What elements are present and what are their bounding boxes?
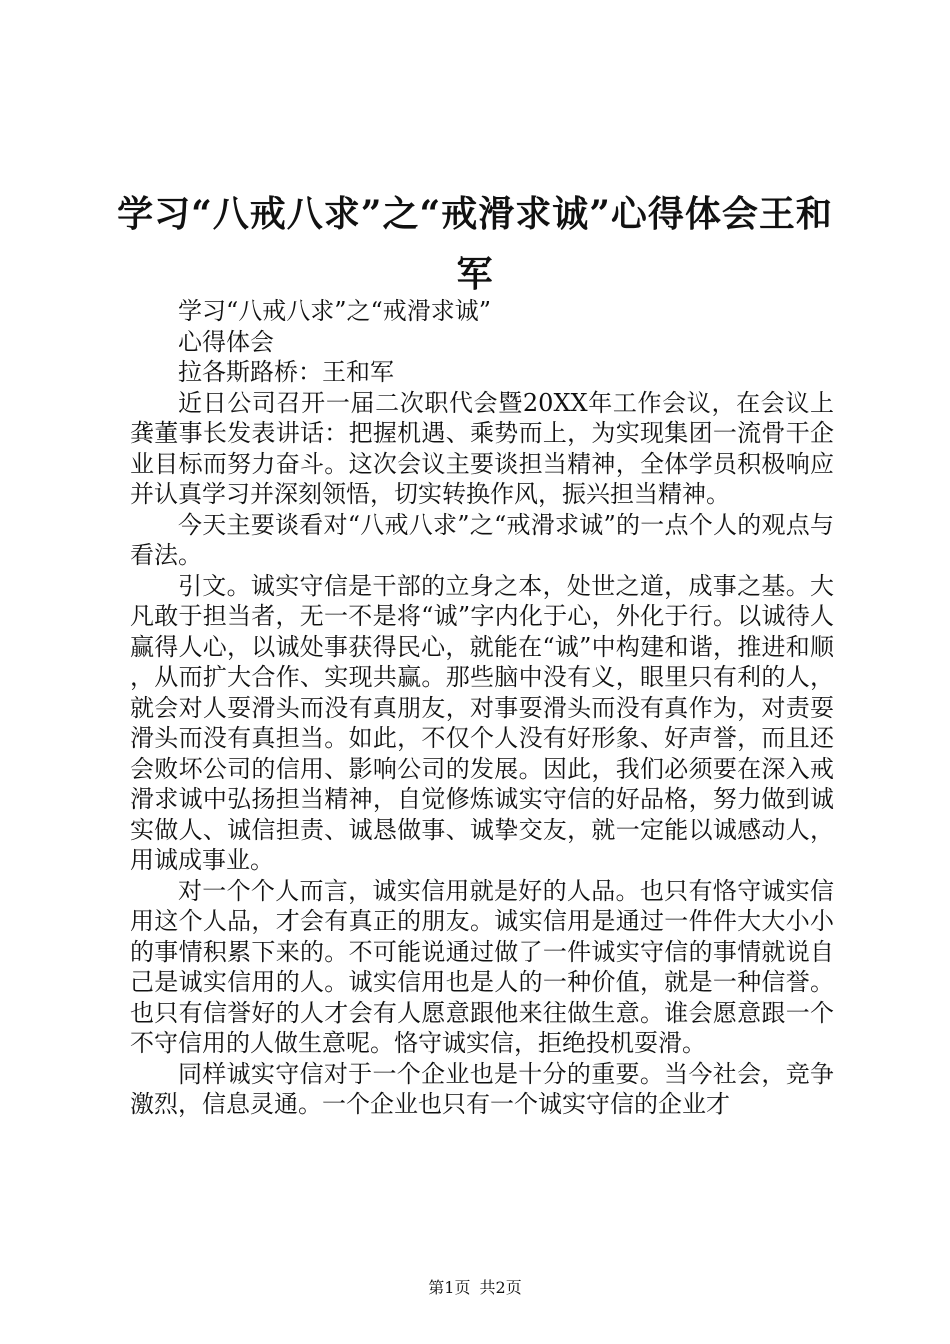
subtitle-line: 心得体会 [178,327,274,356]
body-paragraph: 近日公司召开一届二次职代会暨20XX年工作会议，在会议上龚董事长发表讲话：把握机遇、乘势而上，为实现集团一流骨干企业目标而努力奋斗。这次会议主要谈担当精神，全体学员积极响应并认真学习并深刻领悟，切实转换作风，振兴担当精神。 [130,388,834,508]
page-footer [0,1278,950,1298]
page-total: 共2页 [479,1278,522,1297]
body-paragraph: 今天主要谈看对“八戒八求”之“戒滑求诚”的一点个人的观点与看法。 [130,510,834,569]
subtitle-line: 学习“八戒八求”之“戒滑求诚” [178,297,492,325]
author-line: 拉各斯路桥：王和军 [178,358,394,386]
body-paragraph: 同样诚实守信对于一个企业也是十分的重要。当今社会，竞争激烈，信息灵通。一个企业也只有一个诚实守信的企业才 [130,1059,834,1118]
document-title: 学习“八戒八求”之“戒滑求诚”心得体会王和军 [117,193,833,296]
document-body [130,296,834,1120]
page-number: 第1页 [428,1278,471,1297]
body-paragraph: 引文。诚实守信是干部的立身之本，处世之道，成事之基。大凡敢于担当者，无一不是将“诚”字内化于心，外化于行。以诚待人赢得人心，以诚处事获得民心，就能在“诚”中构建和谐，推进和顺，从而扩大合作、实现共赢。那些脑中没有义，眼里只有利的人，就会对人耍滑头而没有真朋友，对事耍滑头而没有真作为，对责耍滑头而没有真担当。如此，不仅个人没有好形象、好声誉，而且还会败坏公司的信用、影响公司的发展。因此，我们必须要在深入戒滑求诚中弘扬担当精神，自觉修炼诚实守信的好品格，努力做到诚实做人、诚信担责、诚恳做事、诚挚交友，就一定能以诚感动人，用诚成事业。 [130,571,834,874]
body-paragraph: 对一个个人而言，诚实信用就是好的人品。也只有恪守诚实信用这个人品，才会有真正的朋友。诚实信用是通过一件件大大小小的事情积累下来的。不可能说通过做了一件诚实守信的事情就说自己是诚实信用的人。诚实信用也是人的一种价值，就是一种信誉。也只有信誉好的人才会有人愿意跟他来往做生意。谁会愿意跟一个不守信用的人做生意呢。恪守诚实信，拒绝投机耍滑。 [130,876,834,1057]
